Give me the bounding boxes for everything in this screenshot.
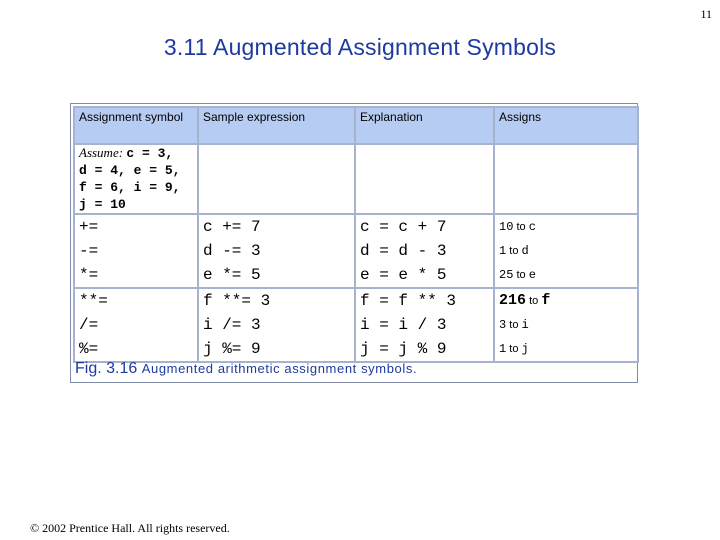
assign-var: f <box>541 292 551 309</box>
sample-text: d -= 3 <box>203 242 261 260</box>
table-row-group <box>74 214 638 288</box>
assume-line: c = 3, <box>126 146 174 161</box>
assigns-cell <box>494 214 638 288</box>
assign-value: 3 <box>499 318 507 332</box>
explanation-text: e = e * 5 <box>360 266 447 284</box>
assign-value: 216 <box>499 292 527 309</box>
assign-value: 10 <box>499 220 514 234</box>
assign-to: to <box>509 319 519 331</box>
assign-var: c <box>528 220 536 234</box>
explanation-cell <box>355 214 494 288</box>
assignment-table <box>73 106 639 363</box>
assign-to: to <box>509 343 519 355</box>
explanation-text: j = j % 9 <box>360 340 447 358</box>
assign-var: e <box>528 268 536 282</box>
assign-line <box>499 337 633 361</box>
assign-line <box>499 289 633 313</box>
explanation-cell <box>355 288 494 362</box>
explanation-text: f = f ** 3 <box>360 292 457 310</box>
assign-line <box>499 215 633 239</box>
assign-to: to <box>509 245 519 257</box>
assign-line <box>499 263 633 287</box>
sample-text: c += 7 <box>203 218 261 236</box>
assign-value: 1 <box>499 342 507 356</box>
assign-var: i <box>521 318 529 332</box>
symbol-text: **= <box>79 292 108 310</box>
explanation-text: c = c + 7 <box>360 218 447 236</box>
caption-text: Augmented arithmetic assignment symbols. <box>141 361 418 376</box>
assign-to: to <box>516 269 526 281</box>
header-sample-expression: Sample expression <box>198 107 355 144</box>
empty-cell <box>198 144 355 214</box>
sample-text: i /= 3 <box>203 316 261 334</box>
symbol-text: *= <box>79 266 99 284</box>
assign-to: to <box>529 295 539 307</box>
explanation-text: d = d - 3 <box>360 242 447 260</box>
figure-caption <box>75 360 417 378</box>
assign-var: d <box>521 244 529 258</box>
header-explanation: Explanation <box>355 107 494 144</box>
assign-value: 1 <box>499 244 507 258</box>
assume-line: d = 4, e = 5, <box>79 163 181 178</box>
page-number: 11 <box>700 7 712 21</box>
symbol-text: %= <box>79 340 99 358</box>
sample-text: f **= 3 <box>203 292 271 310</box>
sample-cell <box>198 214 355 288</box>
empty-cell <box>494 144 638 214</box>
table-row-group <box>74 288 638 362</box>
symbol-cell <box>74 288 198 362</box>
assume-line: j = 10 <box>79 197 126 212</box>
figure-panel <box>70 103 638 383</box>
slide-title: 3.11 Augmented Assignment Symbols <box>163 34 557 60</box>
assume-label: Assume: <box>79 145 124 160</box>
sample-text: j %= 9 <box>203 340 261 358</box>
explanation-text: i = i / 3 <box>360 316 447 334</box>
assume-line: f = 6, i = 9, <box>79 180 181 195</box>
symbol-text: -= <box>79 242 99 260</box>
assume-cell <box>74 144 198 214</box>
assigns-cell <box>494 288 638 362</box>
symbol-text: /= <box>79 316 99 334</box>
header-assigns: Assigns <box>494 107 638 144</box>
empty-cell <box>355 144 494 214</box>
header-assignment-symbol: Assignment symbol <box>74 107 198 144</box>
assign-line <box>499 313 633 337</box>
symbol-text: += <box>79 218 99 236</box>
table-header-row <box>74 107 638 144</box>
assign-line <box>499 239 633 263</box>
figure-label: Fig. 3.16 <box>75 360 138 377</box>
sample-text: e *= 5 <box>203 266 261 284</box>
copyright-footer: © 2002 Prentice Hall. All rights reserved. <box>30 521 230 535</box>
symbol-cell <box>74 214 198 288</box>
assign-value: 25 <box>499 268 514 282</box>
assume-row <box>74 144 638 214</box>
assign-to: to <box>516 221 526 233</box>
assign-var: j <box>521 342 529 356</box>
sample-cell <box>198 288 355 362</box>
